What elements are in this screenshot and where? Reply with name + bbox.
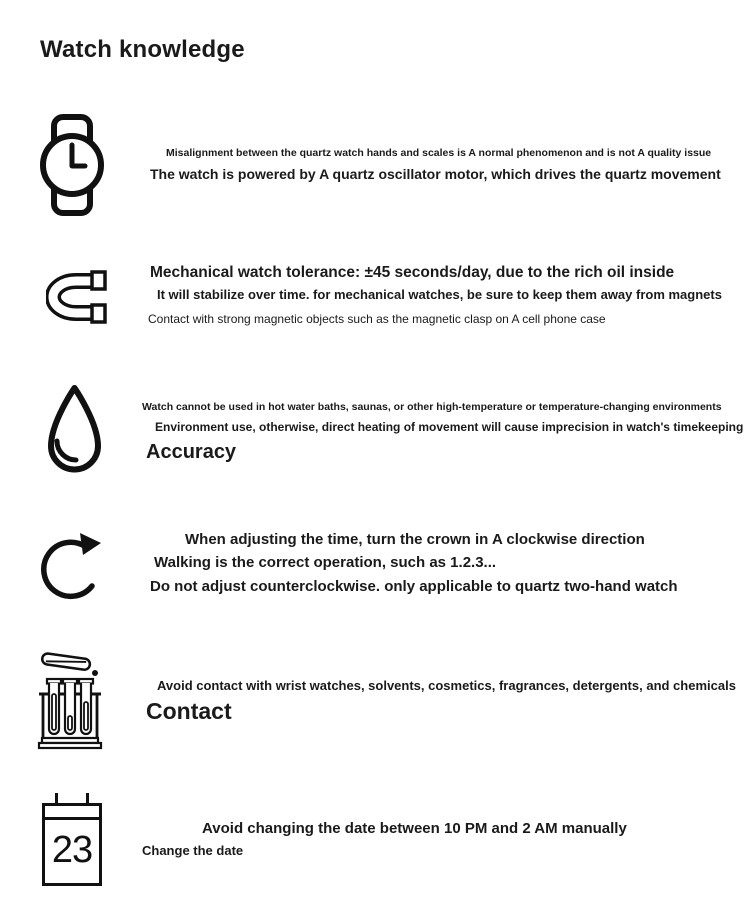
magnet-icon <box>46 268 108 326</box>
section1-note: Misalignment between the quartz watch hands and scales is A normal phenomenon and is not A quality issue <box>166 147 712 159</box>
watch-icon <box>40 114 104 216</box>
section2-text: It will stabilize over time. for mechanical watches, be sure to keep them away from magnets <box>157 287 722 302</box>
section4-headline: When adjusting the time, turn the crown in A clockwise direction <box>185 531 645 548</box>
section5-headline: Contact <box>146 698 232 724</box>
calendar-icon <box>42 793 102 887</box>
section3-headline: Accuracy <box>146 441 237 463</box>
page-title: Watch knowledge <box>40 36 245 63</box>
rotate-clockwise-icon <box>40 528 107 602</box>
test-tubes-icon <box>37 650 103 750</box>
section2-note: Contact with strong magnetic objects such as the magnetic clasp on A cell phone case <box>148 312 606 326</box>
calendar-header-band <box>45 806 99 820</box>
section5-text: Avoid contact with wrist watches, solvents, cosmetics, fragrances, detergents, and chemicals <box>157 678 736 693</box>
section4-note: Do not adjust counterclockwise. only applicable to quartz two-hand watch <box>150 578 678 595</box>
section3-text: Environment use, otherwise, direct heating of movement will cause imprecision in watch's timekeeping <box>155 420 744 434</box>
section4-text: Walking is the correct operation, such as 1.2.3... <box>154 554 497 571</box>
section1-text: The watch is powered by A quartz oscillator motor, which drives the quartz movement <box>150 166 721 182</box>
section3-note: Watch cannot be used in hot water baths, saunas, or other high-temperature or temperature-changing environments <box>142 401 722 413</box>
section6-headline: Avoid changing the date between 10 PM and 2 AM manually <box>202 820 627 837</box>
water-drop-icon <box>42 383 107 483</box>
calendar-day-number: 23 <box>51 829 93 871</box>
section6-text: Change the date <box>142 843 244 858</box>
calendar-body <box>42 803 102 886</box>
section2-headline: Mechanical watch tolerance: ±45 seconds/day, due to the rich oil inside <box>150 264 675 281</box>
